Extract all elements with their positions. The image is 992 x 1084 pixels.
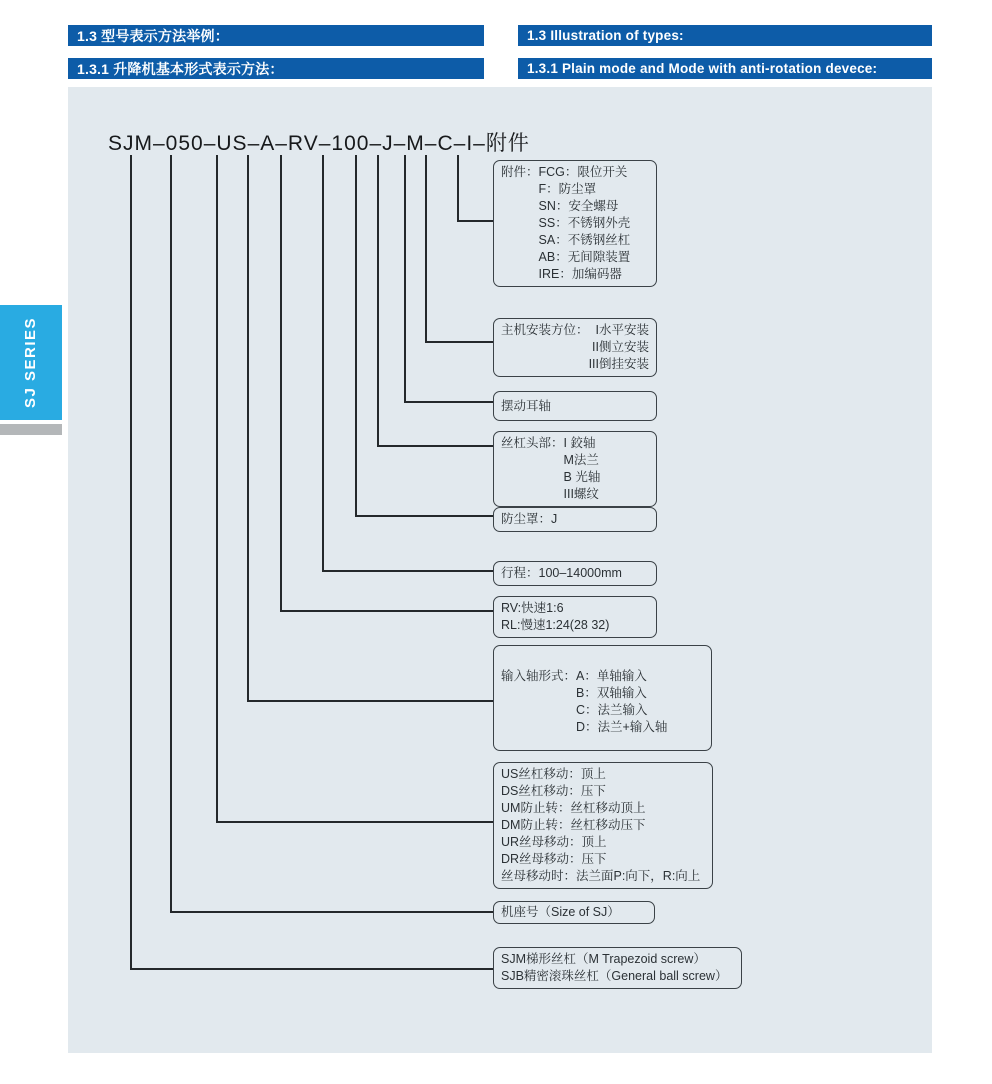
movement-line: UM防止转：丝杠移动顶上 [501, 801, 646, 815]
screw-head-option: I 鉸轴 [563, 436, 596, 450]
subsection-header-en: 1.3.1 Plain mode and Mode with anti-rotation devece: [518, 58, 932, 79]
box-frame-size [493, 901, 655, 924]
attachments-label: 附件： [501, 165, 539, 179]
connector-fujian-vertical [457, 155, 459, 222]
connector-sjm-vertical [130, 155, 132, 970]
section-header-cn: 1.3 型号表示方法举例： [68, 25, 484, 46]
attachment-option: SS：不锈钢外壳 [538, 216, 631, 230]
mounting-option: I水平安装 [595, 323, 649, 337]
screw-head-label: 丝杠头部： [501, 436, 564, 450]
connector-sjm-horizontal [130, 968, 493, 970]
box-speed-ratio [493, 596, 657, 638]
connector-m-vertical [377, 155, 379, 447]
connector-050-vertical [170, 155, 172, 913]
attachment-option: F：防尘罩 [538, 182, 597, 196]
connector-100-horizontal [322, 570, 493, 572]
dust-cover-text: 防尘罩：J [501, 512, 558, 526]
box-screw-head [493, 431, 657, 507]
screw-head-option: B 光轴 [563, 470, 601, 484]
stroke-text: 行程：100–14000mm [501, 566, 622, 580]
speed-ratio-line: RV:快速1:6 [501, 601, 564, 615]
box-screw-type [493, 947, 742, 989]
model-designation-diagram [68, 87, 932, 1053]
input-shaft-label: 输入轴形式： [501, 669, 577, 683]
box-dust-cover [493, 507, 657, 532]
movement-line: UR丝母移动：顶上 [501, 835, 607, 849]
box-attachments [493, 160, 657, 287]
box-trunnion [493, 391, 657, 421]
screw-type-line: SJB精密滚珠丝杠（General ball screw） [501, 969, 728, 983]
attachment-option: SN：安全螺母 [538, 199, 619, 213]
attachment-option: SA：不锈钢丝杠 [538, 233, 631, 247]
movement-line: DS丝杠移动：压下 [501, 784, 606, 798]
attachment-option: AB：无间隙装置 [538, 250, 631, 264]
connector-c-horizontal [404, 401, 493, 403]
input-shaft-option: B：双轴输入 [576, 686, 647, 700]
connector-i-horizontal [425, 341, 493, 343]
connector-us-vertical [216, 155, 218, 823]
screw-type-line: SJM梯形丝杠（M Trapezoid screw） [501, 952, 706, 966]
attachment-option: FCG：限位开关 [538, 165, 628, 179]
trunnion-text: 摆动耳轴 [501, 398, 552, 413]
sidebar-divider [0, 424, 62, 435]
input-shaft-option: C：法兰输入 [576, 703, 648, 717]
connector-100-vertical [322, 155, 324, 572]
connector-a-horizontal [247, 700, 493, 702]
connector-050-horizontal [170, 911, 493, 913]
box-mounting-orientation [493, 318, 657, 377]
screw-head-option: M法兰 [563, 453, 599, 467]
movement-line: DR丝母移动：压下 [501, 852, 607, 866]
connector-a-vertical [247, 155, 249, 702]
movement-line: US丝杠移动：顶上 [501, 767, 606, 781]
series-tab [0, 305, 62, 420]
mounting-option: II侧立安装 [592, 340, 649, 354]
screw-head-option: III螺纹 [563, 487, 599, 501]
attachment-option: IRE：加编码器 [538, 267, 622, 281]
model-code: SJM–050–US–A–RV–100–J–M–C–I–附件 [108, 132, 530, 155]
input-shaft-option: D：法兰+输入轴 [576, 720, 668, 734]
box-stroke [493, 561, 657, 586]
mounting-label: 主机安装方位： [501, 323, 589, 337]
movement-line: DM防止转：丝杠移动压下 [501, 818, 646, 832]
connector-rv-vertical [280, 155, 282, 612]
box-input-shaft [493, 645, 712, 751]
input-shaft-option: A：单轴输入 [576, 669, 647, 683]
speed-ratio-line: RL:慢速1:24(28 32) [501, 618, 610, 632]
series-label: SJ SERIES [22, 316, 40, 409]
connector-us-horizontal [216, 821, 493, 823]
connector-j-vertical [355, 155, 357, 517]
subsection-header-cn: 1.3.1 升降机基本形式表示方法： [68, 58, 484, 79]
frame-size-text: 机座号（Size of SJ） [501, 905, 620, 919]
box-movement-type [493, 762, 713, 889]
connector-i-vertical [425, 155, 427, 343]
connector-rv-horizontal [280, 610, 493, 612]
connector-fujian-horizontal [457, 220, 493, 222]
movement-line: 丝母移动时：法兰面P:向下，R:向上 [501, 869, 701, 883]
section-header-en: 1.3 Illustration of types: [518, 25, 932, 46]
mounting-option: III倒挂安装 [588, 357, 649, 371]
connector-c-vertical [404, 155, 406, 403]
connector-m-horizontal [377, 445, 493, 447]
connector-j-horizontal [355, 515, 493, 517]
